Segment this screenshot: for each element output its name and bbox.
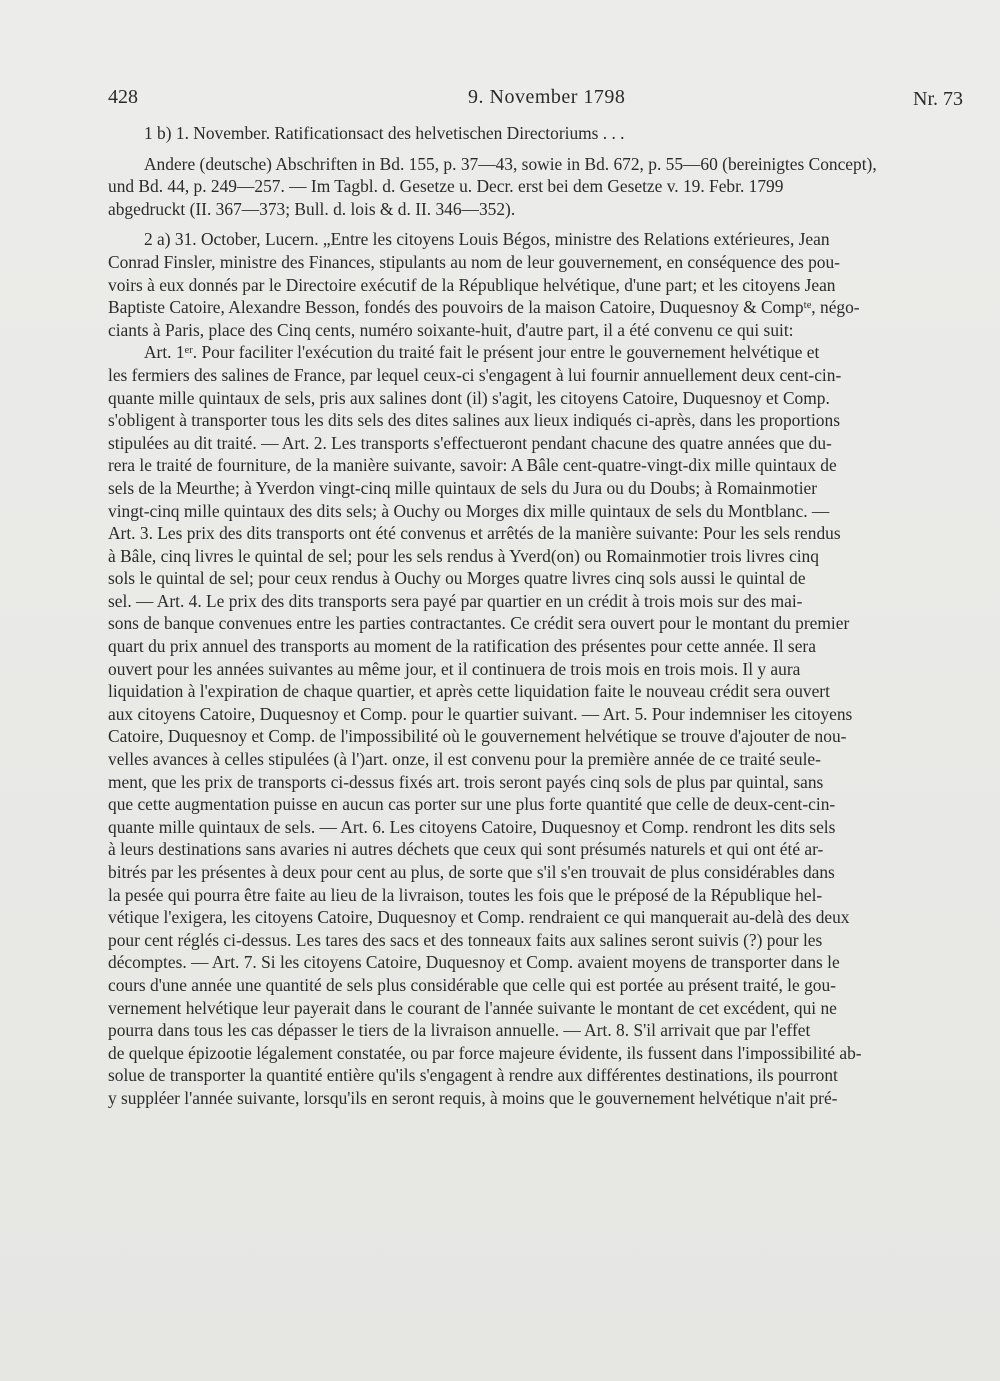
text-line: Art. 3. Les prix des dits transports ont été convenus et arrêtés de la manière suivante: Pour les sels rendus — [108, 523, 841, 544]
text-line: voirs à eux donnés par le Directoire exécutif de la République helvétique, d'une part; et les citoyens Jean — [108, 274, 836, 295]
text-line: 1 b) 1. November. Ratificationsact des helvetischen Directoriums . . . — [144, 123, 625, 143]
text-line: pourra dans tous les cas dépasser le tiers de la livraison annuelle. — Art. 8. S'il arrivait que par l'effet — [108, 1020, 811, 1041]
text-line: ciants à Paris, place des Cinq cents, numéro soixante-huit, d'autre part, il a été convenu ce qui suit: — [108, 319, 794, 340]
body-text — [108, 122, 978, 1110]
text-line: la pesée qui pourra être faite au lieu de la livraison, toutes les fois que le préposé de la République hel- — [108, 884, 823, 905]
text-line: vétique l'exigera, les citoyens Catoire, Duquesnoy et Comp. rendraient ce qui manquerait au-delà des deux — [108, 907, 850, 928]
text-line: und Bd. 44, p. 249—257. — Im Tagbl. d. Gesetze u. Decr. erst bei dem Gesetze v. 19. Febr. 1799 — [108, 176, 784, 197]
text-line: bitrés par les présentes à deux pour cent au plus, de sorte que s'il s'en trouvait de plus considérables dans — [108, 862, 835, 882]
text-line: ment, que les prix de transports ci-dessus fixés art. trois seront payés cinq sols de plus par quintal, sans — [108, 771, 824, 792]
text-line: quante mille quintaux de sels, pris aux salines dont (il) s'agit, les citoyens Catoire, Duquesnoy et Comp. — [108, 387, 830, 408]
text-line: rera le traité de fourniture, de la manière suivante, savoir: A Bâle cent-quatre-vingt-dix mille quintaux de — [108, 455, 837, 476]
page-number: 428 — [108, 86, 138, 108]
text-line: solue de transporter la quantité entière qu'ils s'engagent à rendre aux différentes destinations, ils pourront — [108, 1065, 838, 1086]
running-header — [108, 86, 963, 114]
text-line: sel. — Art. 4. Le prix des dits transports sera payé par quartier en un crédit à trois mois sur des mai- — [108, 590, 803, 611]
text-line: cours d'une année une quantité de sels plus considérable que celle qui est portée au présent traité, le gou- — [108, 974, 836, 995]
text-line: Catoire, Duquesnoy et Comp. de l'impossibilité où le gouvernement helvétique se trouve d'ajouter de nou- — [108, 726, 847, 747]
text-line: quart du prix annuel des transports au moment de la ratification des présentes pour cette année. Il sera — [108, 636, 816, 657]
text-line: sels de la Meurthe; à Yverdon vingt-cinq mille quintaux de sels du Jura ou du Doubs; à Romainmotier — [108, 477, 818, 498]
text-line: Baptiste Catoire, Alexandre Besson, fondés des pouvoirs de la maison Catoire, Duquesnoy & Compᵗᵉ, négo- — [108, 297, 860, 318]
header-date: 9. November 1798 — [468, 86, 626, 108]
text-line: ouvert pour les années suivantes au même jour, et il continuera de trois mois en trois mois. Il y aura — [108, 658, 801, 679]
text-line: 2 a) 31. October, Lucern. „Entre les citoyens Louis Bégos, ministre des Relations extérieures, Jean — [144, 229, 830, 250]
text-line: à leurs destinations sans avaries ni autres déchets que ceux qui sont présumés naturels et qui ont été ar- — [108, 839, 824, 860]
document-number: Nr. 73 — [913, 88, 963, 110]
text-line: pour cent réglés ci-dessus. Les tares des sacs et des tonneaux faits aux salines seront suivis (?) pour les — [108, 929, 823, 950]
text-line: stipulées au dit traité. — Art. 2. Les transports s'effectueront pendant chacune des quatre années que du- — [108, 432, 832, 453]
text-line: vingt-cinq mille quintaux des dits sels; à Ouchy ou Morges dix mille quintaux de sels du Montblanc. — — [108, 500, 830, 521]
text-line: liquidation à l'expiration de chaque quartier, et après cette liquidation faite le nouveau crédit sera ouvert — [108, 681, 830, 702]
text-line: s'obligent à transporter tous les dits sels des dites salines aux lieux indiqués ci-après, dans les proportions — [108, 410, 840, 431]
text-line: Conrad Finsler, ministre des Finances, stipulants au nom de leur gouvernement, en conséquence des pou- — [108, 251, 840, 272]
text-line: Art. 1ᵉʳ. Pour faciliter l'exécution du traité fait le présent jour entre le gouvernement helvétique et — [144, 342, 820, 363]
text-line: Andere (deutsche) Abschriften in Bd. 155, p. 37—43, sowie in Bd. 672, p. 55—60 (bereinigtes Concept), — [144, 153, 877, 174]
text-line: sons de banque convenues entre les parties contractantes. Ce crédit sera ouvert pour le montant du premier — [108, 613, 850, 634]
text-line: vernement helvétique leur payerait dans le courant de l'année suivante le montant de cet excédent, qui ne — [108, 997, 837, 1018]
text-line: de quelque épizootie légalement constatée, ou par force majeure évidente, ils fussent dans l'impossibilité ab- — [108, 1042, 862, 1063]
text-line: décomptes. — Art. 7. Si les citoyens Catoire, Duquesnoy et Comp. avaient moyens de transporter dans le — [108, 952, 840, 973]
text-line: à Bâle, cinq livres le quintal de sel; pour les sels rendus à Yverd(on) ou Romainmotier trois livres cinq — [108, 545, 819, 566]
text-line: les fermiers des salines de France, par lequel ceux-ci s'engagent à lui fournir annuellement deux cent-cin- — [108, 364, 842, 385]
text-line: sols le quintal de sel; pour ceux rendus à Ouchy ou Morges quatre livres cinq sols aussi le quintal de — [108, 568, 806, 589]
text-line: y suppléer l'année suivante, lorsqu'ils en seront requis, à moins que le gouvernement helvétique n'ait pré- — [108, 1087, 838, 1108]
text-line: quante mille quintaux de sels. — Art. 6. Les citoyens Catoire, Duquesnoy et Comp. rendront les dits sels — [108, 816, 836, 837]
text-line: velles avances à celles stipulées (à l')art. onze, il est convenu pour la première année de ce traité seule- — [108, 749, 821, 770]
text-line: que cette augmentation puisse en aucun cas porter sur une plus forte quantité que celle de deux-cent-cin- — [108, 794, 836, 815]
text-line: aux citoyens Catoire, Duquesnoy et Comp. pour le quartier suivant. — Art. 5. Pour indemniser les citoyens — [108, 703, 853, 724]
text-line: abgedruckt (II. 367—373; Bull. d. lois & d. II. 346—352). — [108, 198, 516, 219]
